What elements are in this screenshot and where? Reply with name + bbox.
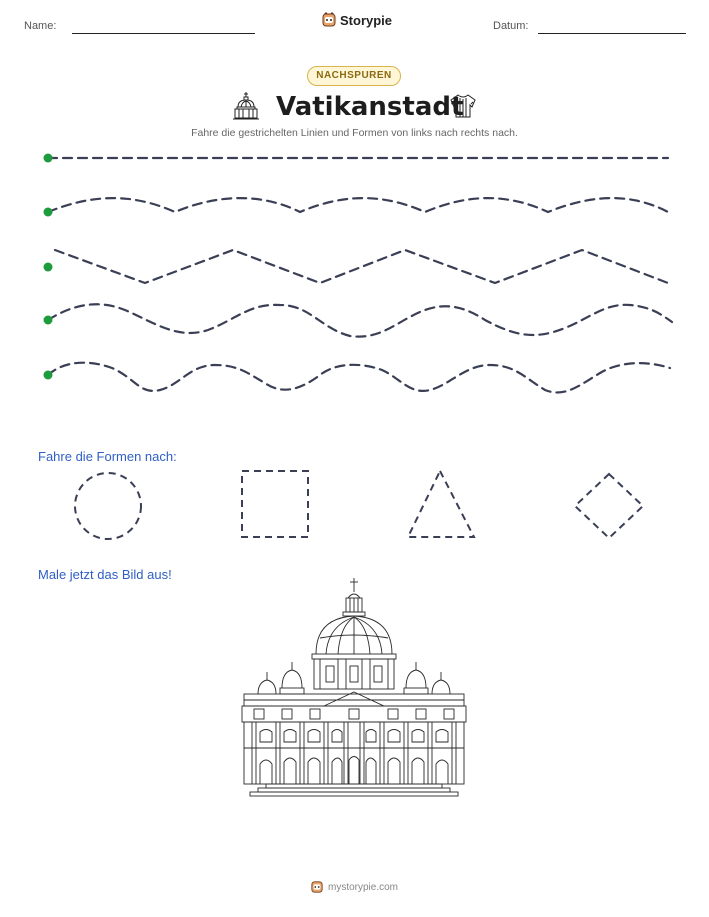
date-label: Datum: (493, 20, 529, 32)
basilica-coloring-picture[interactable] (240, 576, 468, 798)
start-dot-line-2 (44, 208, 53, 217)
brand-name: Storypie (340, 12, 393, 28)
tracing-line-deep-wave[interactable] (48, 363, 670, 393)
footer (0, 880, 709, 894)
footer-website[interactable]: mystorypie.com (327, 881, 398, 893)
tracing-lines-area (0, 0, 709, 420)
trace-diamond[interactable] (575, 474, 643, 538)
coloring-heading: Male jetzt das Bild aus! (38, 567, 172, 582)
tracing-shapes-area (0, 460, 709, 550)
tracing-line-zigzag[interactable] (55, 250, 668, 283)
tracing-line-soft-wave[interactable] (48, 198, 668, 212)
worksheet-type-badge: NACHSPUREN (307, 66, 401, 86)
name-label: Name: (24, 20, 57, 32)
trace-circle[interactable] (75, 473, 141, 539)
trace-triangle[interactable] (408, 471, 474, 537)
start-dot-line-1 (44, 154, 53, 163)
trace-square[interactable] (242, 471, 308, 537)
start-dot-line-5 (44, 371, 53, 380)
storypie-mascot-icon (311, 880, 323, 894)
tracing-line-wave[interactable] (48, 304, 672, 336)
start-dot-line-3 (44, 263, 53, 272)
start-dot-line-4 (44, 316, 53, 325)
instructions-text: Fahre die gestrichelten Linien und Formen von links nach rechts nach. (191, 127, 518, 139)
page-title: Vatikanstadt (276, 92, 464, 122)
shapes-heading: Fahre die Formen nach: (38, 449, 177, 464)
